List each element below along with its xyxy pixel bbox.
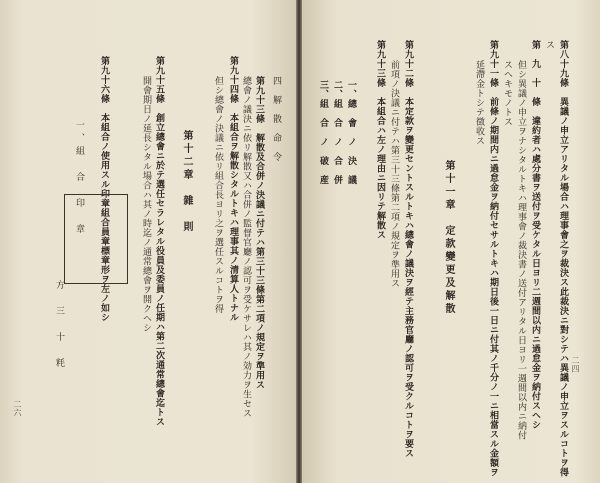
article-96: 第九十六條 本組合ノ使用スル印章組合員章標章形ヲ左ノ如シ bbox=[99, 56, 109, 322]
article-89-line2: ス bbox=[544, 40, 554, 50]
seal-impression-box bbox=[64, 194, 128, 284]
right-page-number: 二四 bbox=[571, 356, 580, 373]
article-95-line2: 開會期日ノ延長シタル場合ハ其ノ時迄ノ通常總會ヲ開クヘシ bbox=[141, 76, 151, 333]
article-90-line2: 但シ異議ノ申立ヲナシタルトキハ理事會ノ裁決書ノ送付アリタル日ヨリ一週間以内ニ納付 bbox=[516, 60, 526, 440]
article-89: 第八十九條 異議ノ申立アリタル場合ハ理事會之ヲ裁決ス此裁決ニ對シテハ異議ノ申立ヲスルコトヲ得 bbox=[558, 40, 568, 477]
article-90-line3: スヘキモノトス bbox=[502, 60, 512, 127]
chapter-12-heading: 第十二章 雜 則 bbox=[181, 130, 192, 234]
dissolution-reason-3: 三、組 合 ノ 破 産 bbox=[318, 80, 328, 185]
article-91: 第九十一條 前條ノ期間内ニ過怠金ヲ納付セサルトキハ期日後一日ニ付其ノ千分ノ一ニ相當スル金額ヲ bbox=[488, 40, 498, 477]
right-page bbox=[302, 0, 600, 483]
article-94: 第九十四條 本組合ヲ解散シタルトキハ理事其ノ清算人トナル bbox=[228, 56, 238, 322]
left-page bbox=[0, 0, 296, 483]
seal-caption: 一、組 合 印 章 bbox=[74, 120, 84, 237]
article-94-line2: 但シ總會ノ決議ニ依リ組合長ヨリ之ヲ選任スルコトヲ得 bbox=[213, 76, 223, 314]
dissolution-reason-2: 二、組 合 ノ 合 併 bbox=[332, 80, 342, 185]
article-92-line2: 前項ノ決議ニ付テハ第三十三條第二項ノ規定ヲ準用ス bbox=[389, 60, 399, 288]
left-page-number: 二六 bbox=[13, 400, 22, 417]
article-93: 第九十三條 解散及合併ノ決議ニ付テハ第三十三條第二項ノ規定ヲ準用ス bbox=[254, 76, 264, 390]
dissolution-order-heading: 四 解 散 命 令 bbox=[271, 76, 281, 162]
article-93-line2: 總會ノ議決ニ依リ解散又ハ合併ノ監督官廳ノ認可ヲ受ケサレハ其ノ効力ヲ生セス bbox=[241, 76, 251, 418]
article-91-line2: 延滯金トシテ徴收ス bbox=[474, 60, 484, 146]
dissolution-reason-1: 一、總 會 ノ 決 議 bbox=[346, 80, 356, 185]
chapter-11-heading: 第十一章 定款變更及解散 bbox=[443, 160, 454, 316]
article-95: 第九十五條 創立總會ニ於テ選任セラレタル役員及委員ノ任期ハ第二次通常總會迄トス bbox=[154, 56, 164, 427]
article-92: 第九十二條 本定款ヲ變更セントスルトキハ總會ノ議決ヲ經テ主務官廳ノ認可ヲ受クルコトヲ要ス bbox=[403, 40, 413, 458]
seal-size: 方 三 十 粍 bbox=[54, 280, 64, 371]
article-90: 第 九 十 條 違約者ハ處分書ヲ送付ヲ受ケタル日ヨリ二週間以内ニ過怠金ヲ納付スヘシ bbox=[530, 40, 540, 430]
article-93-right: 第九十三條 本組合ハ左ノ理由ニ因リテ解散ス bbox=[375, 40, 385, 240]
